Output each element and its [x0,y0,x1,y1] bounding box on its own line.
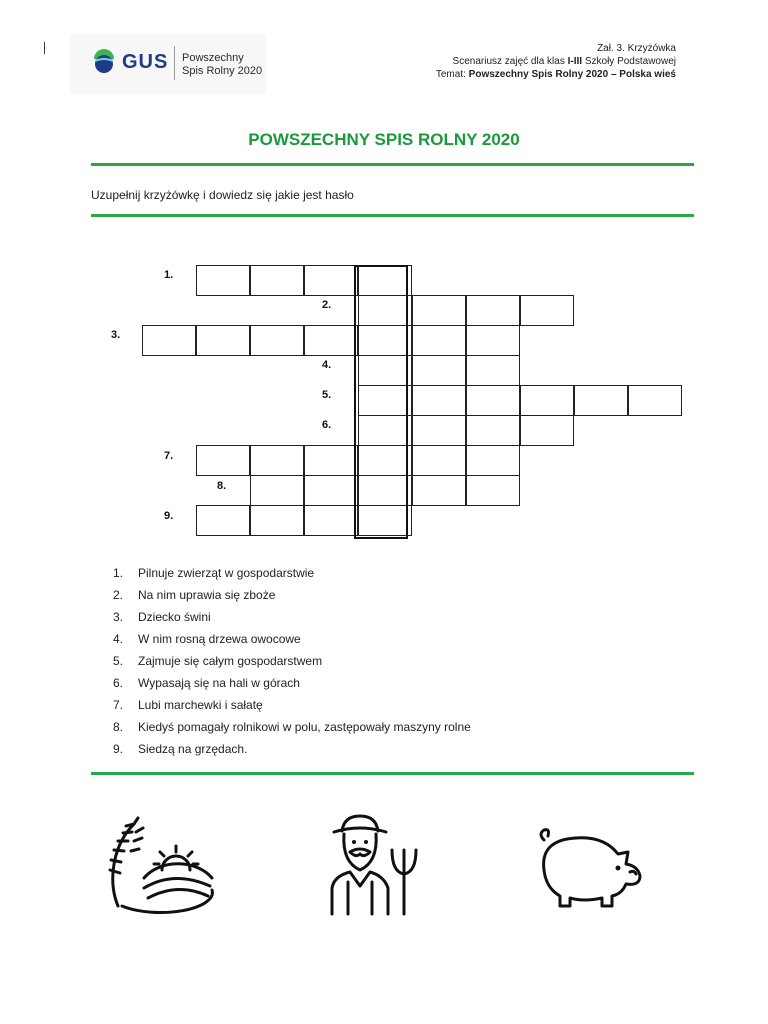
crossword-cell[interactable] [304,325,358,356]
crossword-cell[interactable] [196,445,250,476]
clue-number: 3. [113,610,124,624]
topic-line: Temat: Powszechny Spis Rolny 2020 – Polska wieś [435,69,676,80]
clue-number: 4. [113,632,124,646]
crossword-row-number: 8. [217,480,227,492]
crossword-cell[interactable] [250,445,304,476]
crossword-row-number: 4. [322,359,332,371]
crossword-row-number: 7. [164,450,174,462]
clue-item [113,741,471,763]
clue-item [113,609,471,631]
crossword-cell[interactable] [412,325,466,356]
crossword-cell[interactable] [466,475,520,506]
page-title: POWSZECHNY SPIS ROLNY 2020 [248,130,520,149]
clue-text: W nim rosną drzewa owocowe [138,632,301,646]
crossword-cell[interactable] [358,415,412,446]
crossword-cell[interactable] [358,505,412,536]
logo-line-1: Powszechny [182,52,244,64]
crossword-cell[interactable] [412,445,466,476]
crossword-cell[interactable] [466,385,520,416]
crossword-row-number: 9. [164,510,174,522]
crossword-cell[interactable] [304,445,358,476]
crossword-cell[interactable] [412,475,466,506]
wheat-field-icon [104,810,216,918]
clue-number: 1. [113,566,124,580]
crossword-cell[interactable] [304,265,358,296]
crossword-cell[interactable] [466,295,520,326]
clue-item [113,653,471,675]
crossword-cell[interactable] [358,355,412,386]
crossword-cell[interactable] [358,445,412,476]
crossword-cell[interactable] [412,295,466,326]
scenario-line: Scenariusz zajęć dla klas I-III Szkoły Podstawowej [452,56,676,67]
crossword-row-number: 2. [322,299,332,311]
crossword-cell[interactable] [574,385,628,416]
crossword-cell[interactable] [466,415,520,446]
clue-number: 2. [113,588,124,602]
clue-item [113,587,471,609]
crossword-cell[interactable] [358,325,412,356]
crossword-cell[interactable] [196,265,250,296]
clue-number: 9. [113,742,124,756]
clue-text: Dziecko świni [138,610,211,624]
clue-text: Wypasają się na hali w górach [138,676,300,690]
crossword-row-number: 1. [164,269,174,281]
clue-text: Lubi marchewki i sałatę [138,698,263,712]
clue-number: 7. [113,698,124,712]
clue-number: 5. [113,654,124,668]
crossword-cell[interactable] [196,505,250,536]
crossword-cell[interactable] [142,325,196,356]
clue-item [113,675,471,697]
crossword-cell[interactable] [358,385,412,416]
crossword-cell[interactable] [304,475,358,506]
crossword-cell[interactable] [412,415,466,446]
crossword-cell[interactable] [358,265,412,296]
logo-wordmark: GUS [122,51,169,73]
crossword-row-number: 3. [111,329,121,341]
crossword-cell[interactable] [520,295,574,326]
clue-number: 6. [113,676,124,690]
crossword-row-number: 6. [322,419,332,431]
crossword-cell[interactable] [358,475,412,506]
farmer-icon [324,810,442,918]
crossword-cell[interactable] [466,325,520,356]
crossword-row-number: 5. [322,389,332,401]
clue-text: Na nim uprawia się zboże [138,588,276,602]
crossword-cell[interactable] [250,505,304,536]
crossword-cell[interactable] [358,295,412,326]
clue-text: Zajmuje się całym gospodarstwem [138,654,323,668]
instruction-text: Uzupełnij krzyżówkę i dowiedz się jakie jest hasło [91,188,354,202]
clue-text: Siedzą na grzędach. [138,742,248,756]
crossword-cell[interactable] [196,325,250,356]
clue-list [113,565,471,763]
clue-item [113,565,471,587]
clue-item [113,631,471,653]
crossword-cell[interactable] [250,325,304,356]
crossword-cell[interactable] [466,445,520,476]
crossword-cell[interactable] [250,475,304,506]
crossword-cell[interactable] [520,385,574,416]
crossword-cell[interactable] [412,385,466,416]
divider-bottom [91,772,694,775]
crossword-cell[interactable] [520,415,574,446]
clue-number: 8. [113,720,124,734]
attachment-label: Zał. 3. Krzyżówka [597,43,676,54]
crossword-cell[interactable] [466,355,520,386]
crossword-cell[interactable] [250,265,304,296]
clue-item [113,697,471,719]
clue-item [113,719,471,741]
crossword-cell[interactable] [412,355,466,386]
logo-line-2: Spis Rolny 2020 [182,65,263,77]
clue-text: Kiedyś pomagały rolnikowi w polu, zastępowały maszyny rolne [138,720,471,734]
pig-icon [530,810,648,918]
crossword-cell[interactable] [628,385,682,416]
crossword-cell[interactable] [304,505,358,536]
clue-text: Pilnuje zwierząt w gospodarstwie [138,566,315,580]
